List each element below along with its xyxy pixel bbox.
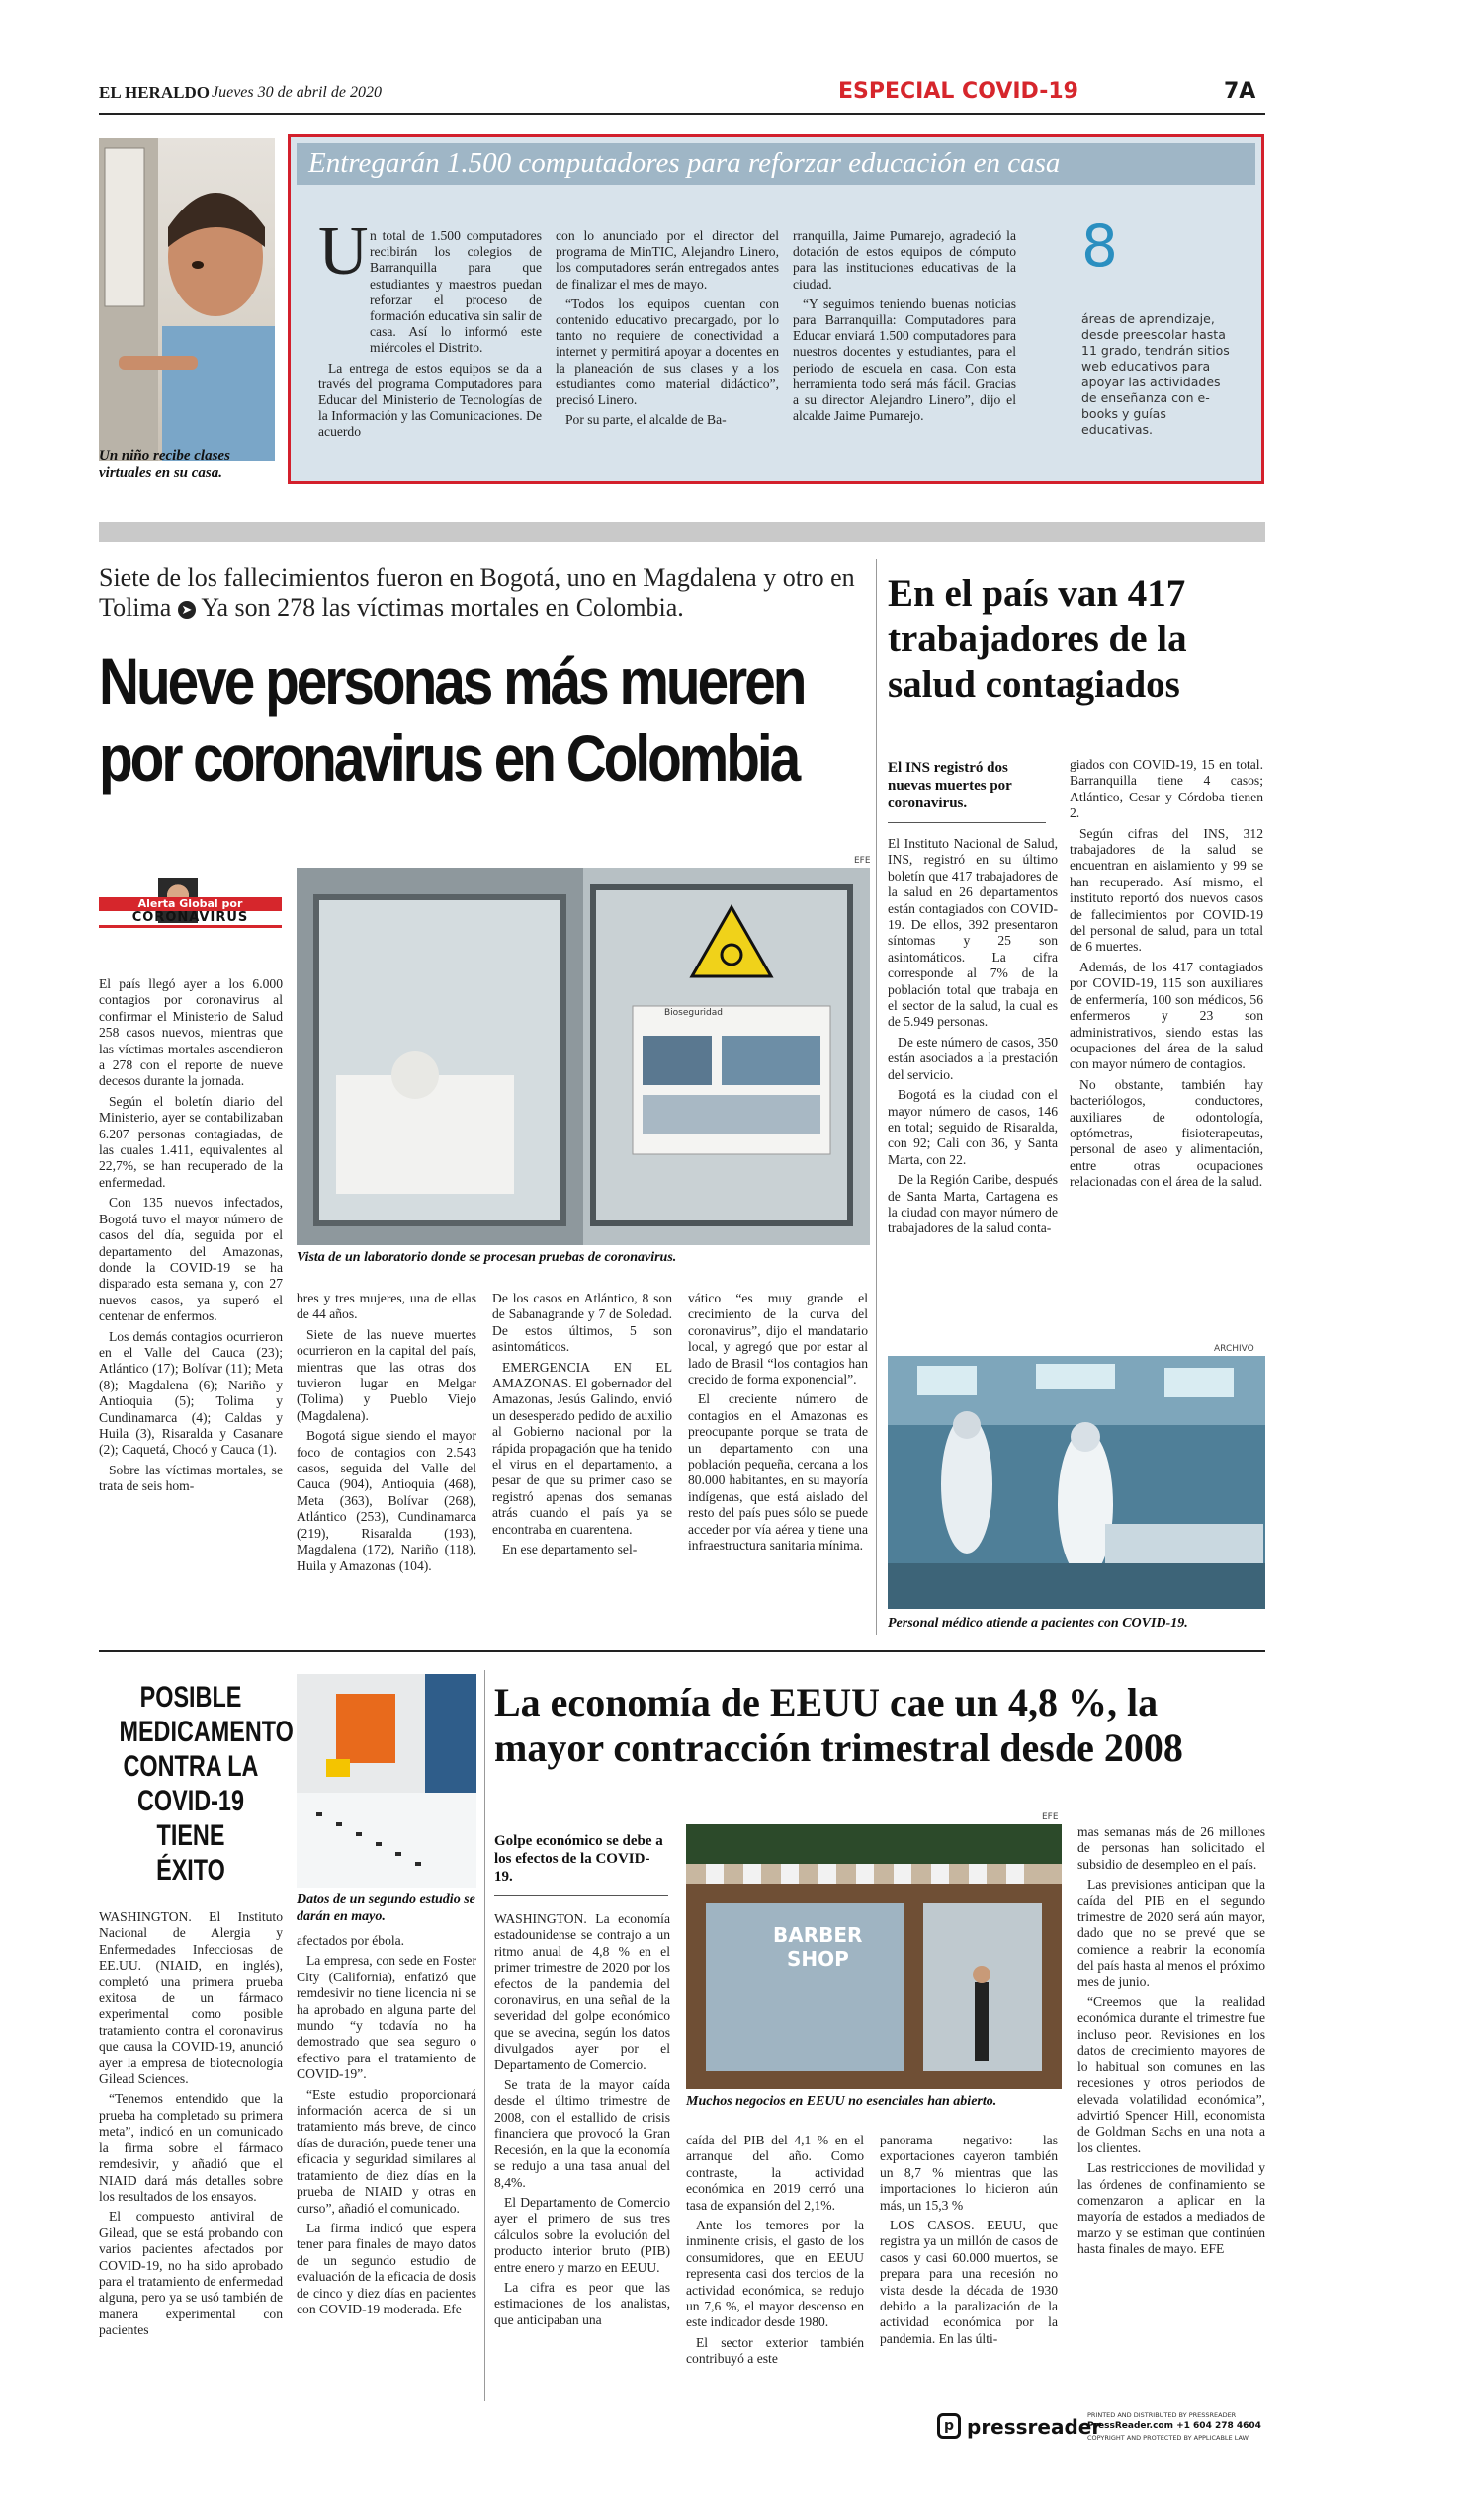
barber-shop-photo <box>686 1824 1062 2089</box>
section-divider-bar <box>99 522 1265 542</box>
paragraph: “Tenemos entendido que la prueba ha completado su primera meta”, indicó en un comunicado la firma sobre el fármaco remdesivir, y añadió que el NIAID dará más detalles sobre los resultados de los ensayos. <box>99 2091 283 2204</box>
paragraph: La empresa, con sede en Foster City (California), enfatizó que remdesivir no tiene licencia ni se ha aprobado en alguna parte del mundo “y todavía no ha demostrado que sea seguro o efectivo para el tratamiento de COVID-19”. <box>297 1953 476 2082</box>
main-kicker <box>99 563 870 623</box>
lab-tubes-caption: Datos de un segundo estudio se darán en mayo. <box>297 1892 475 1924</box>
economy-deck: Golpe económico se debe a los efectos de la COVID-19. <box>494 1833 663 1885</box>
health-headline: En el país van 417 trabajadores de la salud contagiados <box>888 572 1187 706</box>
paragraph: caída del PIB del 4,1 % en el arranque del año. Como contraste, la actividad económica en 2019 cerró una tasa de expansión del 2,1%. <box>686 2133 864 2213</box>
arrow-right-icon: ➤ <box>178 601 196 619</box>
computers-col-1 <box>318 228 542 445</box>
paragraph: Según el boletín diario del Ministerio, ayer se contabilizaban 6.207 personas contagiadas, de las cuales 1.411, equivalentes al 22,7%, se han recuperado de la enfermedad. <box>99 1093 283 1190</box>
badge-top-text: Alerta Global por <box>99 897 282 911</box>
paragraph: LOS CASOS. EEUU, que registra ya un millón de casos de casos y casi 60.000 muertos, se prepara para una recesión no vista desde la década de 1930 debido a la paralización de la actividad económica por la pandemia. En las últi- <box>880 2218 1058 2346</box>
section-rule-2 <box>99 1650 1265 1652</box>
lab-photo <box>297 868 870 1245</box>
computers-box <box>288 134 1264 484</box>
paragraph: mas semanas más de 26 millones de personas han solicitado el subsidio de desempleo en el país. <box>1077 1824 1265 1872</box>
paragraph: La entrega de estos equipos se da a través del programa Computadores para Educar del Ministerio de Tecnologías de la Información y las Comunicaciones. De acuerdo <box>318 360 542 440</box>
paragraph: bres y tres mujeres, una de ellas de 44 años. <box>297 1291 476 1322</box>
health-deck-rule <box>888 822 1046 823</box>
computers-box-title-bar <box>297 143 1255 185</box>
paragraph: WASHINGTON. La economía estadounidense se contrajo a un ritmo anual de 4,8 % en el primer trimestre de 2020 por los efectos de la pandemia del coronavirus, en una señal de la severidad del golpe económico que se avecina, según los datos divulgados ayer por el Departamento de Comercio. <box>494 1911 670 2072</box>
paragraph: panorama negativo: las exportaciones cayeron también un 8,7 % mientras que las importaciones lo hicieron aún más, un 15,3 % <box>880 2133 1058 2213</box>
paragraph: EMERGENCIA EN EL AMAZONAS. El gobernador del Amazonas, Jesús Galindo, envió un desesperado pedido de auxilio al Gobierno nacional por la rápida propagación que ha tenido el virus en el departamento, a pesar de que su primer caso se registró apenas dos semanas atrás cuando el país ya se encontraba en cuarentena. <box>492 1359 672 1537</box>
hospital-photo-caption: Personal médico atiende a pacientes con COVID-19. <box>888 1616 1188 1631</box>
main-col-2 <box>297 1291 476 1578</box>
child-photo <box>99 138 275 461</box>
paragraph: El país llegó ayer a los 6.000 contagios por coronavirus al confirmar el Ministerio de Salud 258 casos nuevos, mientras que las víctimas mortales ascendieron a 278 con el reporte de nueve decesos durante la jornada. <box>99 976 283 1089</box>
paragraph: Las restricciones de movilidad y las órdenes de confinamiento se comenzaron a aplicar en la mayoría de estados a mediados de marzo y se estiman que continúen hasta finales de mayo. EFE <box>1077 2160 1265 2257</box>
shop-sign-line-2: SHOP <box>787 1947 849 1971</box>
barber-shop-caption: Muchos negocios en EEUU no esenciales han abierto. <box>686 2094 997 2109</box>
paragraph: No obstante, también hay bacteriólogos, conductores, auxiliares de odontología, optómetras, fisioterapeutas, personal de aseo y alimentación, entre otras ocupaciones relacionadas con el área de la salud. <box>1070 1076 1263 1190</box>
column-rule <box>876 559 877 1635</box>
shop-sign-line-1: BARBER <box>773 1923 863 1947</box>
paragraph: Se trata de la mayor caída desde el último trimestre de 2008, con el estallido de crisis financiera que provocó la Gran Recesión, en la que la economía se redujo a una tasa anual del 8,4%. <box>494 2077 670 2190</box>
paragraph: El Instituto Nacional de Salud, INS, registró en su último boletín que 417 trabajadores de la salud en 26 departamentos están contagiados con COVID-19. De ellos, 392 presentaron síntomas y 25 son asintomáticos. La cifra corresponde al 7% de la población total que trabaja en el sector de la salud, la cual es de 5.949 personas. <box>888 836 1058 1030</box>
issue-date: Jueves 30 de abril de 2020 <box>212 84 382 101</box>
paragraph: Bogotá sigue siendo el mayor foco de contagios con 2.543 casos, seguida del Valle del Cauca (904), Antioquia (468), Meta (363), Bolívar (268), Atlántico (253), Cundinamarca (219), Risaralda (193), Magdalena (172), Nariño (118), Huila y Amazonas (104). <box>297 1428 476 1573</box>
stat-number: 8 <box>1081 212 1118 280</box>
paragraph: afectados por ébola. <box>297 1933 405 1948</box>
health-col-2 <box>1070 757 1263 1195</box>
column-rule-2 <box>484 1670 485 2401</box>
paragraph: “Este estudio proporcionará información acerca de si un tratamiento más breve, de cinco días de duración, puede tener una eficacia y seguridad similares al tratamiento de diez días en la prueba de NIAID y otras en curso”, añadió el comunicado. <box>297 2086 476 2216</box>
paragraph: rranquilla, Jaime Pumarejo, agradeció la dotación de estos equipos de cómputo para las instituciones educativas de la ciudad. <box>793 228 1016 292</box>
health-deck: El INS registró dos nuevas muertes por coronavirus. <box>888 760 1012 811</box>
badge-bottom-text: CORONAVIRUS <box>131 910 249 925</box>
paragraph: De la Región Caribe, después de Santa Marta, Cartagena es la ciudad con mayor número de trabajadores de la salud conta- <box>888 1172 1058 1236</box>
hospital-photo-credit: ARCHIVO <box>1214 1344 1254 1354</box>
pressreader-line-2: PressReader.com +1 604 278 4604 <box>1087 2421 1261 2431</box>
computers-col-2 <box>556 228 779 432</box>
paragraph: Siete de las nueve muertes ocurrieron en la capital del país, mientras que las otras dos tuvieron lugar en Melgar (Tolima) y Pueblo Viejo (Magdalena). <box>297 1326 476 1423</box>
paragraph: n total de 1.500 computadores recibirán los colegios de Barranquilla para que estudiantes y maestros puedan reforzar el proceso de formación educativa sin salir de casa. Así lo informó este miércoles el Distrito. <box>370 228 542 356</box>
kicker-part-a: Siete de los fallecimientos fueron en Bogotá, uno en Magdalena y otro en Tolima <box>99 563 855 622</box>
header-rule <box>99 113 1265 115</box>
coronavirus-badge <box>99 878 282 928</box>
kicker-part-b: Ya son 278 las víctimas mortales en Colombia. <box>201 593 684 622</box>
medicine-headline: POSIBLE MEDICAMENTO CONTRA LA COVID-19 TIENE ÉXITO <box>119 1681 294 1887</box>
lab-tubes-photo <box>297 1674 476 1888</box>
paragraph: La firma indicó que espera tener para finales de mayo datos de un segundo estudio de evaluación de la eficacia de dosis de cinco y diez días en pacientes con COVID-19 moderada. Efe <box>297 2220 476 2316</box>
economy-col-2 <box>686 2133 864 2372</box>
paragraph: Las previsiones anticipan que la caída del PIB en el segundo trimestre de 2020 será aún mayor, dado que no se prevé que se comience a reabrir la economía del país hasta al menos el próximo mes de junio. <box>1077 1877 1265 1989</box>
main-headline: Nueve personas más mueren por coronavirus en Colombia <box>99 644 805 795</box>
health-col-1 <box>888 836 1058 1241</box>
main-col-1 <box>99 976 283 1499</box>
paragraph: giados con COVID-19, 15 en total. Barranquilla tiene 4 casos; Atlántico, Cesar y Córdoba tienen 2. <box>1070 757 1263 821</box>
hospital-photo <box>888 1356 1265 1609</box>
pressreader-line-1: PRINTED AND DISTRIBUTED BY PRESSREADER <box>1087 2411 1237 2419</box>
paragraph: El compuesto antiviral de Gilead, que se está probando con varios pacientes afectados por COVID-19, no ha sido aprobado para el tratamiento de enfermedad alguna, pero ya se usó también de manera experimental con pacientes <box>99 2209 283 2338</box>
pressreader-brand: pressreader <box>967 2415 1102 2439</box>
page-number: 7A <box>1224 79 1256 104</box>
computers-box-title: Entregarán 1.500 computadores para reforzar educación en casa <box>308 147 1061 179</box>
medicine-col-1 <box>99 1909 283 2343</box>
lab-photo-credit: EFE <box>854 856 871 866</box>
economy-col-1 <box>494 1911 670 2332</box>
page-header <box>99 79 1265 113</box>
paragraph: Por su parte, el alcalde de Ba- <box>565 412 727 428</box>
drop-cap: U <box>318 213 369 290</box>
paragraph: El creciente número de contagios en el Amazonas es preocupante porque se trata de un departamento con una población pequeña, cercana a los 80.000 habitantes, en su mayoría indígenas, que está aislado del resto del país pues sólo se puede acceder por vía aérea y tiene una infraestructura sanitaria mínima. <box>688 1391 868 1554</box>
paragraph: Según cifras del INS, 312 trabajadores de la salud se encuentran en aislamiento y 99 se han recuperado. Así mismo, el instituto reportó dos nuevos casos de fallecimientos por COVID-19 del personal de salud, para un total de 6 muertes. <box>1070 825 1263 955</box>
economy-headline: La economía de EEUU cae un 4,8 %, la mayor contracción trimestral desde 2008 <box>494 1680 1183 1770</box>
paragraph: De los casos en Atlántico, 8 son de Sabanagrande y 7 de Soledad. De estos últimos, 5 son asintomáticos. <box>492 1291 672 1355</box>
economy-col-3 <box>880 2133 1058 2351</box>
poster-label: Bioseguridad <box>664 1008 723 1018</box>
paragraph: La cifra es peor que las estimaciones de los analistas, que anticipaban una <box>494 2279 670 2327</box>
paragraph: El sector exterior también contribuyó a este <box>686 2334 864 2367</box>
paragraph: Los demás contagios ocurrieron en el Valle del Cauca (23); Atlántico (17); Bolívar (11); Meta (8); Magdalena (6); Nariño y Antioquia (5); Tolima y Cundinamarca (4); Caldas y Huila (3), Risaralda y Casanare (2); Caquetá, Chocó y Cauca (1). <box>99 1328 283 1458</box>
economy-col-4 <box>1077 1824 1265 2262</box>
paragraph: Sobre las víctimas mortales, se trata de seis hom- <box>99 1462 283 1494</box>
paragraph: vático “es muy grande el crecimiento de la curva del coronavirus”, dijo el mandatario local, y agregó que por estar al lado de Brasil “los contagios han crecido de forma exponencial”. <box>688 1291 868 1387</box>
lab-photo-caption: Vista de un laboratorio donde se procesan pruebas de coronavirus. <box>297 1250 677 1265</box>
paragraph: Ante los temores por la inminente crisis, el gasto de los consumidores, que en EEUU representa casi dos tercios de la actividad económica, se redujo un 7,6 %, el mayor descenso en este indicador desde 1980. <box>686 2218 864 2330</box>
paragraph: Con 135 nuevos infectados, Bogotá tuvo el mayor número de casos del día, seguida por el departamento del Amazonas, donde la COVID-19 se ha disparado esta semana y, con 27 nuevos casos, ya superó el centenar de enfermos. <box>99 1195 283 1324</box>
child-photo-caption: Un niño recibe clases virtuales en su casa. <box>99 448 230 481</box>
paragraph: “Y seguimos teniendo buenas noticias para Barranquilla: Computadores para Educar enviará 1.500 computadores para nuestros docentes y estudiantes, para el periodo de escuela en casa. Con esta herramienta todo será más fácil. Gracias a su director Alejandro Linero”, dijo el alcalde Jaime Pumarejo. <box>793 295 1016 424</box>
medicine-col-2 <box>297 1933 476 2321</box>
section-label: ESPECIAL COVID-19 <box>838 79 1078 104</box>
stat-text: áreas de aprendizaje, desde preescolar hasta 11 grado, tendrán sitios web educativos para apoyar las actividades de enseñanza con e-books y guías educativas. <box>1081 311 1230 437</box>
paragraph: Además, de los 417 contagiados por COVID-19, 115 son auxiliares de enfermería, 100 son médicos, 56 enfermeros y 23 son administrativos, siendo estas las ocupaciones del área de la salud con mayor número de contagios. <box>1070 959 1263 1072</box>
paragraph: El Departamento de Comercio ayer el primero de sus tres cálculos sobre la evolución del producto interior bruto (PIB) entre enero y marzo en EEUU. <box>494 2194 670 2275</box>
paragraph: De este número de casos, 350 están asociados a la prestación del servicio. <box>888 1034 1058 1082</box>
paragraph: Bogotá es la ciudad con el mayor número de casos, 146 en total; seguido de Risaralda, con 92; Cali con 36, y Santa Marta, con 22. <box>888 1087 1058 1167</box>
paragraph: “Todos los equipos cuentan con contenido educativo precargado, por lo tanto no requiere de conectividad a internet y permitirá apoyar a docentes en la planeación de sus clases y a los estudiantes como material didáctico”, precisó Linero. <box>556 295 779 408</box>
newspaper-name: EL HERALDO <box>99 83 210 102</box>
pressreader-logo-icon: p <box>937 2413 961 2439</box>
paragraph: “Creemos que la realidad económica durante el trimestre fue incluso peor. Revisiones en los datos de crecimiento mayores de lo habitual son comunes en las recesiones y otros periodos de elevada volatilidad económica”, advirtió Spencer Hill, economista de Goldman Sachs en una nota a los clientes. <box>1077 1994 1265 2155</box>
paragraph: con lo anunciado por el director del programa de MinTIC, Alejandro Linero, los computadores serán entregados antes de finalizar el mes de mayo. <box>556 228 779 292</box>
pressreader-line-3: COPYRIGHT AND PROTECTED BY APPLICABLE LAW <box>1087 2434 1249 2442</box>
computers-col-3 <box>793 228 1016 428</box>
pressreader-footer[interactable] <box>937 2409 1267 2447</box>
paragraph: WASHINGTON. El Instituto Nacional de Alergia y Enfermedades Infecciosas de EE.UU. (NIAID, en inglés), completó una primera prueba exitosa de un fármaco experimental como posible tratamiento contra el coronavirus que causa la COVID-19, anunció ayer la empresa de biotecnología Gilead Sciences. <box>99 1909 283 2087</box>
main-col-4 <box>688 1291 868 1558</box>
paragraph: En ese departamento sel- <box>502 1542 638 1557</box>
shop-photo-credit: EFE <box>1042 1812 1059 1822</box>
economy-deck-rule <box>494 1895 668 1896</box>
main-col-3 <box>492 1291 672 1562</box>
